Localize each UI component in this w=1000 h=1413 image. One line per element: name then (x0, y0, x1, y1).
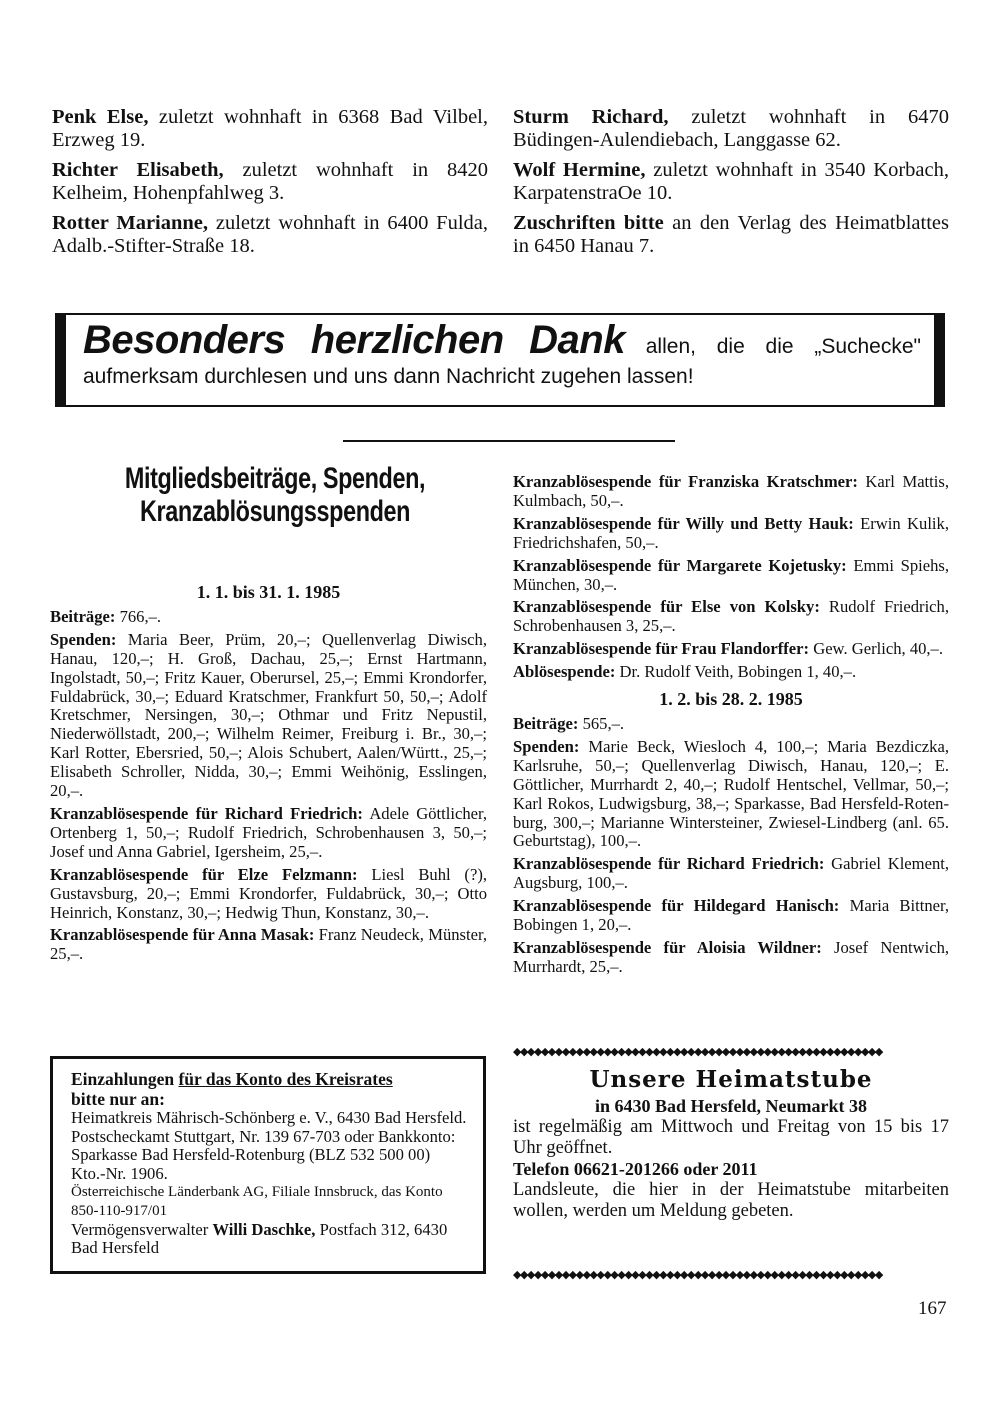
left-column (50, 575, 487, 968)
entry (50, 805, 487, 862)
entry-text: Karl Mattis, Kulmbach, 50,–. (513, 472, 949, 510)
box-line: Heimatkreis Mährisch-Schönberg e. V., 6430 Bad Hersfeld. (71, 1108, 467, 1127)
entry-label: Kranzablösespende für Richard Friedrich: (513, 854, 825, 874)
entry (50, 926, 487, 964)
notice (52, 212, 488, 258)
payment-info-box (50, 1056, 486, 1274)
notice-name: Rotter Marianne, (52, 212, 209, 234)
notice (52, 106, 488, 152)
period-heading: 1. 2. bis 28. 2. 1985 (659, 689, 803, 710)
notice-name: Wolf Hermine, (513, 159, 646, 181)
entry-text: 766,–. (115, 606, 162, 626)
entry-text: Gabriel Klement, Augsburg, 100,–. (513, 854, 950, 893)
entry (513, 640, 949, 659)
entry-text: 565,–. (578, 713, 625, 733)
heimatstube-hours: ist regelmäßig am Mittwoch und Freitag von 15 bis 17 Uhr geöffnet. (513, 1117, 949, 1158)
entry (50, 631, 487, 801)
entry-text: Marie Beck, Wiesloch 4, 100,–; Maria Bezdiczka, Karlsruhe, 50,–; Quellenverlag Diwisch, Hanau, 120,–; E. Göttlicher, Murrhardt 2, 40,–; Rudolf Hentschel, Vellmar, 50,–; Karl Rokos, Ludwigsburg, 38,–; Sparkasse, Bad Hersfeld-Rotenburg, 300,–; Marianne Wintersteiner, Zwiesel-Lindberg (anl. 65. Geburtstag), 100,–. (513, 736, 949, 851)
notice-text: zuletzt wohnhaft in 6400 Fulda, Adalb.-Stifter-Straße 18. (52, 212, 488, 257)
entry-label: Kranzablösespende für Else von Kolsky: (513, 597, 820, 617)
entry-label: Kranzablösespende für Willy und Betty Hauk: (513, 513, 854, 533)
notice (513, 106, 949, 152)
heimatstube-phone: Telefon 06621-201266 oder 2011 (513, 1159, 758, 1179)
notice (52, 159, 488, 205)
right-column (513, 473, 949, 981)
heimatstube-notice (513, 1066, 949, 1222)
notice-text: zuletzt wohnhaft in 6470 Büdingen-Aulendiebach, Langgasse 62. (513, 106, 949, 151)
notice-text: zuletzt wohnhaft in 6368 Bad Vilbel, Erzweg 19. (52, 106, 488, 151)
thanks-banner (55, 313, 945, 407)
box-line: Postscheckamt Stuttgart, Nr. 139 67-703 oder Bankkonto: Sparkasse Bad Hersfeld-Rotenburg (BLZ 532 500 00) Kto.-Nr. 1906. (71, 1126, 456, 1183)
entry-label: Spenden: (50, 629, 117, 649)
entry-text: Erwin Kulik, Friedrichshafen, 50,–. (513, 513, 949, 552)
entry-label: Kranzablösespende für Richard Friedrich: (50, 803, 363, 823)
entry-text: Maria Bittner, Bobingen 1, 20,–. (513, 896, 949, 935)
entry (513, 663, 949, 682)
heimatstube-address: in 6430 Bad Hersfeld, Neumarkt 38 (595, 1096, 867, 1116)
search-notices-left (52, 106, 488, 265)
entry-text: Adele Göttlicher, Ortenberg 1, 50,–; Rudolf Friedrich, Schrobenhausen 3, 50,–; Josef und Anna Gabriel, Igersheim, 25,–. (50, 803, 488, 861)
box-text: Vermögensverwalter (71, 1219, 213, 1239)
entry (513, 598, 949, 636)
heimatstube-appeal: Landsleute, die hier in der Heimatstube mitarbeiten wollen, werden um Meldung gebeten. (513, 1180, 949, 1221)
banner-text (83, 318, 921, 392)
entry (513, 515, 949, 553)
notice (513, 159, 949, 205)
notice-text: an den Verlag des Heimatblattes in 6450 Hanau 7. (513, 212, 949, 257)
banner-body: allen, die die „Suchecke" aufmerksam durchlesen und uns dann Nachricht zugehen lassen! (83, 335, 921, 388)
entry-text: Josef Nentwich, Murrhardt, 25,–. (513, 937, 950, 976)
diamond-border-bottom: ◆◆◆◆◆◆◆◆◆◆◆◆◆◆◆◆◆◆◆◆◆◆◆◆◆◆◆◆◆◆◆◆◆◆◆◆◆◆◆◆◆◆◆◆◆◆◆◆◆◆◆◆◆ (513, 1269, 882, 1281)
entry-text: Liesl Buhl (?), Gustavsburg, 20,–; Emmi Krondorfer, Fuldabrück, 30,–; Otto Heinrich, Konstanz, 30,–; Hedwig Thun, Konstanz, 30,–. (50, 864, 488, 922)
entry-label: Kranzablösespende für Frau Flandorffer: (513, 639, 810, 659)
entry (50, 608, 487, 627)
entry-label: Ablösespende: (513, 662, 616, 682)
period-heading: 1. 1. bis 31. 1. 1985 (196, 582, 341, 602)
diamond-border-top: ◆◆◆◆◆◆◆◆◆◆◆◆◆◆◆◆◆◆◆◆◆◆◆◆◆◆◆◆◆◆◆◆◆◆◆◆◆◆◆◆◆◆◆◆◆◆◆◆◆◆◆◆◆ (513, 1046, 882, 1058)
entry-label: Kranzablösespende für Anna Masak: (50, 925, 315, 945)
entry (513, 715, 949, 734)
entry-label: Beiträge: (513, 713, 579, 733)
entry (513, 557, 949, 595)
page-number: 167 (918, 1298, 947, 1319)
box-name: Willi Daschke, (212, 1219, 316, 1239)
entry-label: Kranzablösespende für Elze Felzmann: (50, 864, 358, 884)
entry (513, 738, 949, 851)
notice-name: Richter Elisabeth, (52, 159, 224, 181)
entry-text: Dr. Rudolf Veith, Bobingen 1, 40,–. (615, 662, 857, 682)
entry (513, 855, 949, 893)
box-text: Postfach 312, 6430 Bad Hersfeld (71, 1219, 448, 1258)
entry-text: Maria Beer, Prüm, 20,–; Quellenverlag Diwisch, Hanau, 120,–; H. Groß, Dachau, 25,–; Ernst Hartmann, Ingolstadt, 50,–; Fritz Kauer, Oberursel, 25,–; Emmi Krondorfer, Fuldabrück, 30,–; Eduard Kratschmer, Frankfurt 50, 50,–; Adolf Kretschmer, Nersingen, 30,–; Othmar und Fritz Nepustil, Niederwöllstadt, 200,–; Wilhelm Reimer, Freiburg i. Br., 30,–; Karl Rotter, Ebersried, 50,–; Alois Schubert, Aalen/Württ., 25,–; Elisabeth Schroller, Nidda, 30,–; Emmi Weihönig, Esslingen, 20,–. (50, 629, 487, 801)
search-notices-right (513, 106, 949, 265)
entry-text: Franz Neudeck, Münster, 25,–. (50, 925, 487, 964)
entry (50, 866, 487, 923)
notice-name: Zuschriften bitte (513, 212, 664, 234)
divider (343, 440, 675, 442)
heimatstube-title: Unsere Heimatstube (589, 1066, 873, 1093)
notice (513, 212, 949, 258)
notice-text: zuletzt wohnhaft in 3540 Korbach, KarpatenstraOe 10. (513, 159, 949, 204)
entry-label: Kranzablösespende für Aloisia Wildner: (513, 937, 822, 957)
notice-name: Sturm Richard, (513, 106, 669, 128)
notice-text: zuletzt wohnhaft in 8420 Kelheim, Hohenpfahlweg 3. (52, 159, 488, 204)
box-heading-underlined: für das Konto des Kreisrates (178, 1069, 393, 1089)
entry-label: Kranzablösespende für Margarete Kojetusky: (513, 555, 847, 575)
entry-text: Gew. Gerlich, 40,–. (809, 639, 944, 659)
entry-label: Kranzablösespende für Hildegard Hanisch: (513, 896, 840, 916)
entry (513, 897, 949, 935)
entry-label: Spenden: (513, 736, 580, 756)
box-line (71, 1221, 467, 1258)
box-heading (71, 1069, 467, 1089)
box-line: Österreichische Länderbank AG, Filiale Innsbruck, das Konto 850-110-917/01 (71, 1184, 443, 1219)
box-subheading: bitte nur an: (71, 1089, 165, 1109)
entry-text: Rudolf Friedrich, Schrobenhausen 3, 25,–. (513, 597, 949, 636)
entry (513, 473, 949, 511)
banner-headline: Besonders herzlichen Dank (83, 318, 625, 362)
entry-text: Emmi Spiehs, München, 30,–. (513, 555, 949, 594)
entry-label: Kranzablösespende für Franziska Kratschmer: (513, 472, 858, 491)
notice-name: Penk Else, (52, 106, 149, 128)
box-heading-a: Einzahlungen (71, 1069, 179, 1089)
entry-label: Beiträge: (50, 606, 116, 626)
entry (513, 939, 949, 977)
section-heading: Mitgliedsbeiträge, Spenden, Kranzablösungsspenden (124, 462, 426, 528)
